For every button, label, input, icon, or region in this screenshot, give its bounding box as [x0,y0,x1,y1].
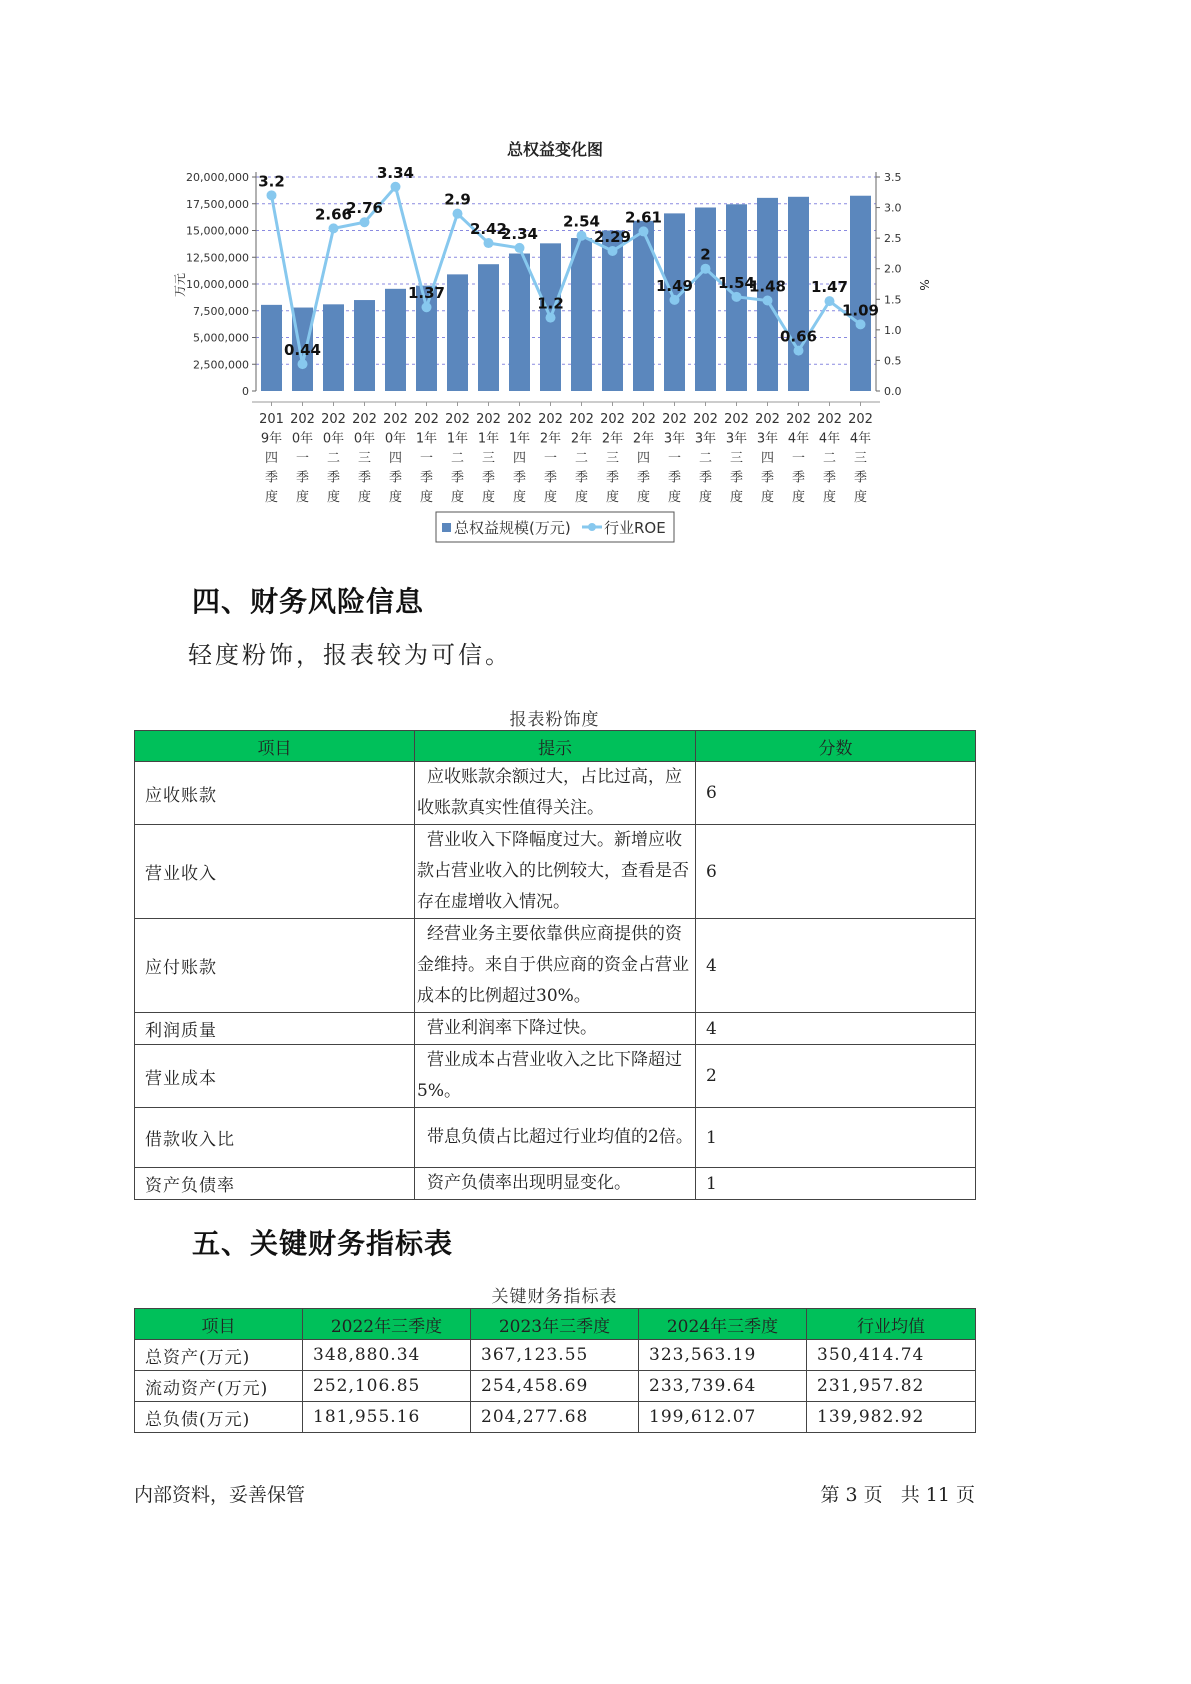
roe-data-label: 2.29 [593,227,632,246]
x-tick-label: 2年 [570,431,593,447]
x-tick-label: 季 [388,470,403,486]
x-tick-label: 1年 [446,431,469,447]
x-tick-label: 三 [729,451,744,466]
row-value: 323,563.19 [639,1340,807,1371]
x-tick-label: 202 [569,412,594,427]
roe-data-label: 1.47 [810,278,849,297]
legend-bar-label: 总权益规模(万元) [454,519,571,537]
kpi-table-header [135,1309,976,1340]
y-left-tick-label: 7,500,000 [193,304,249,318]
roe-data-label: 1.54 [717,273,756,292]
x-tick-label: 度 [264,490,279,505]
table-row [135,1168,976,1200]
y-right-tick-label: 3.0 [884,201,902,215]
x-tick-label: 度 [605,490,620,505]
equity-bar [571,238,592,391]
roe-point [422,302,432,312]
x-tick-label: 度 [636,490,651,505]
roe-data-label: 2.34 [500,224,539,243]
x-tick-label: 0年 [353,431,376,447]
row-score: 4 [696,1013,976,1045]
x-tick-label: 季 [729,470,744,486]
roe-point [329,223,339,233]
x-tick-label: 度 [791,490,806,505]
roe-point [701,264,711,274]
row-tip: 资产负债率出现明显变化。 [415,1168,696,1200]
x-tick-label: 季 [419,470,434,486]
roe-data-label: 2.54 [562,212,601,231]
table-row [135,825,976,919]
roe-point [515,243,525,253]
row-item: 流动资产(万元) [135,1371,303,1402]
roe-data-label: 2.61 [624,208,663,227]
x-tick-label: 202 [693,412,718,427]
roe-data-label: 1.48 [748,277,787,296]
row-value: 199,612.07 [639,1402,807,1433]
y-left-tick-label: 5,000,000 [193,331,249,345]
row-value: 204,277.68 [471,1402,639,1433]
x-tick-label: 度 [388,490,403,505]
roe-data-label: 2.9 [444,190,471,209]
y-left-tick-label: 15,000,000 [186,224,249,238]
x-axis-ticks [259,402,873,505]
y-right-tick-label: 0.0 [884,385,902,398]
x-tick-label: 四 [388,451,403,466]
x-tick-label: 二 [574,451,589,466]
row-value: 139,982.92 [807,1402,976,1433]
x-tick-label: 202 [724,412,749,427]
kpi-table-caption: 关键财务指标表 [491,1287,618,1307]
equity-bar [509,254,530,391]
x-tick-label: 202 [290,412,315,427]
x-tick-label: 季 [698,470,713,486]
roe-point [453,209,463,219]
y-left-tick-label: 0 [242,385,249,398]
row-item: 资产负债率 [135,1168,415,1200]
x-tick-label: 3年 [756,431,779,447]
roe-point [608,246,618,256]
x-tick-label: 四 [636,451,651,466]
roe-data-label: 0.66 [779,327,818,346]
x-tick-label: 0年 [322,431,345,447]
table-row [135,1045,976,1108]
row-score: 6 [696,762,976,825]
x-tick-label: 4年 [787,431,810,447]
x-tick-label: 3年 [663,431,686,447]
row-value: 233,739.64 [639,1371,807,1402]
row-item: 总负债(万元) [135,1402,303,1433]
x-tick-label: 202 [848,412,873,427]
header-2022q3: 2022年三季度 [303,1309,471,1340]
x-tick-label: 度 [574,490,589,505]
x-tick-label: 度 [481,490,496,505]
x-tick-label: 季 [574,470,589,486]
roe-data-label: 2.66 [314,205,353,224]
roe-data-label: 0.44 [283,341,322,360]
x-tick-label: 度 [853,490,868,505]
y-axis-right [876,171,902,398]
equity-bar [850,196,871,391]
row-score: 1 [696,1168,976,1200]
x-tick-label: 季 [512,470,527,486]
roe-data-label: 3.34 [376,163,415,182]
y-right-tick-label: 0.5 [884,354,902,368]
legend-line-label: 行业ROE [604,519,666,537]
row-item: 总资产(万元) [135,1340,303,1371]
equity-bar [695,207,716,391]
x-tick-label: 2年 [632,431,655,447]
x-tick-label: 度 [822,490,837,505]
roe-point [298,359,308,369]
x-tick-label: 三 [853,451,868,466]
x-tick-label: 4年 [818,431,841,447]
x-tick-label: 一 [791,451,806,466]
x-tick-label: 202 [817,412,842,427]
x-tick-label: 季 [605,470,620,486]
roe-point [639,226,649,236]
x-tick-label: 季 [295,470,310,486]
y-axis-right-label: % [917,279,931,291]
header-score: 分数 [696,731,976,762]
table-row [135,762,976,825]
roe-point [825,296,835,306]
x-tick-label: 季 [822,470,837,486]
y-right-tick-label: 2.5 [884,232,902,246]
x-tick-label: 三 [605,451,620,466]
row-item: 应收账款 [135,762,415,825]
y-right-tick-label: 1.5 [884,293,902,307]
y-left-tick-label: 17,500,000 [186,197,249,211]
y-right-tick-label: 2.0 [884,262,902,276]
footer-page-number: 第 3 页 共 11 页 [820,1484,975,1506]
equity-change-chart [170,140,950,560]
row-tip: 应收账款余额过大，占比过高，应收账款真实性值得关注。 [415,762,696,825]
x-tick-label: 3年 [694,431,717,447]
row-score: 6 [696,825,976,919]
table-row [135,1371,976,1402]
x-tick-label: 2年 [601,431,624,447]
risk-summary: 轻度粉饰，报表较为可信。 [188,641,512,669]
x-tick-label: 季 [853,470,868,486]
x-tick-label: 三 [481,451,496,466]
x-tick-label: 度 [357,490,372,505]
roe-data-label: 1.09 [841,301,880,320]
roe-data-label: 2.76 [345,199,384,218]
x-tick-label: 一 [667,451,682,466]
x-tick-label: 季 [357,470,372,486]
y-axis-left-label: 万元 [173,272,187,298]
x-tick-label: 202 [414,412,439,427]
x-tick-label: 四 [760,451,775,466]
risk-table-caption: 报表粉饰度 [509,710,600,730]
roe-data-label: 2.42 [469,220,508,239]
x-tick-label: 度 [698,490,713,505]
x-tick-label: 季 [667,470,682,486]
row-score: 2 [696,1045,976,1108]
y-left-tick-label: 20,000,000 [186,171,249,184]
x-tick-label: 9年 [260,431,283,447]
x-tick-label: 季 [760,470,775,486]
risk-table-header [135,731,976,762]
table-row [135,1108,976,1168]
footer-confidential: 内部资料，妥善保管 [134,1484,306,1506]
x-tick-label: 季 [481,470,496,486]
row-value: 367,123.55 [471,1340,639,1371]
x-tick-label: 202 [507,412,532,427]
x-tick-label: 一 [543,451,558,466]
y-right-tick-label: 3.5 [884,171,902,184]
kpi-table [134,1308,976,1433]
x-tick-label: 3年 [725,431,748,447]
table-row [135,919,976,1013]
x-tick-label: 202 [786,412,811,427]
table-row [135,1340,976,1371]
kpi-section-heading: 五、关键财务指标表 [192,1227,454,1260]
x-tick-label: 一 [295,451,310,466]
roe-point [856,319,866,329]
x-tick-label: 201 [259,412,284,427]
x-tick-label: 202 [445,412,470,427]
header-2023q3: 2023年三季度 [471,1309,639,1340]
x-tick-label: 1年 [415,431,438,447]
x-tick-label: 202 [631,412,656,427]
row-value: 231,957.82 [807,1371,976,1402]
row-tip: 营业成本占营业收入之比下降超过5%。 [415,1045,696,1108]
x-tick-label: 202 [755,412,780,427]
y-axis-left [186,171,256,398]
row-score: 4 [696,919,976,1013]
x-tick-label: 二 [326,451,341,466]
roe-point [763,296,773,306]
row-item: 应付账款 [135,919,415,1013]
legend-bar-swatch [442,523,451,532]
x-tick-label: 0年 [291,431,314,447]
equity-bar [447,274,468,391]
x-tick-label: 度 [450,490,465,505]
roe-point [360,217,370,227]
row-value: 181,955.16 [303,1402,471,1433]
row-item: 利润质量 [135,1013,415,1045]
row-item: 借款收入比 [135,1108,415,1168]
x-tick-label: 202 [476,412,501,427]
header-item: 项目 [135,1309,303,1340]
x-tick-label: 三 [357,451,372,466]
chart-legend [436,512,674,542]
y-right-tick-label: 1.0 [884,323,902,337]
row-value: 254,458.69 [471,1371,639,1402]
roe-data-label: 1.2 [537,294,564,313]
x-tick-label: 二 [698,451,713,466]
x-tick-label: 季 [543,470,558,486]
roe-point [794,346,804,356]
roe-point [577,231,587,241]
roe-point [267,190,277,200]
header-item: 项目 [135,731,415,762]
x-tick-label: 二 [822,451,837,466]
row-tip: 经营业务主要依靠供应商提供的资金维持。来自于供应商的资金占营业成本的比例超过30%。 [415,919,696,1013]
row-value: 252,106.85 [303,1371,471,1402]
x-tick-label: 度 [760,490,775,505]
x-tick-label: 季 [791,470,806,486]
roe-line [258,164,879,369]
x-tick-label: 度 [295,490,310,505]
x-tick-label: 度 [326,490,341,505]
chart-title: 总权益变化图 [506,140,604,159]
x-tick-label: 度 [543,490,558,505]
x-tick-label: 度 [729,490,744,505]
x-tick-label: 202 [600,412,625,427]
risk-section-heading: 四、财务风险信息 [192,585,425,618]
equity-bar [323,304,344,391]
roe-data-label: 1.37 [407,284,446,303]
roe-point [391,182,401,192]
table-row [135,1402,976,1433]
x-tick-label: 季 [636,470,651,486]
x-tick-label: 度 [512,490,527,505]
row-item: 营业成本 [135,1045,415,1108]
risk-table [134,730,976,1200]
roe-point [732,292,742,302]
x-tick-label: 季 [264,470,279,486]
x-tick-label: 0年 [384,431,407,447]
roe-data-label: 1.49 [655,276,694,295]
x-tick-label: 四 [512,451,527,466]
x-tick-label: 202 [662,412,687,427]
x-tick-label: 1年 [477,431,500,447]
row-item: 营业收入 [135,825,415,919]
header-2024q3: 2024年三季度 [639,1309,807,1340]
y-left-tick-label: 10,000,000 [186,278,249,291]
legend-line-marker [588,523,596,531]
row-tip: 营业利润率下降过快。 [415,1013,696,1045]
equity-bar [478,264,499,391]
x-tick-label: 一 [419,451,434,466]
y-left-tick-label: 12,500,000 [186,251,249,265]
x-tick-label: 四 [264,451,279,466]
x-tick-label: 202 [538,412,563,427]
table-row [135,1013,976,1045]
roe-point [670,295,680,305]
x-tick-label: 度 [667,490,682,505]
header-industry-avg: 行业均值 [807,1309,976,1340]
row-tip: 营业收入下降幅度过大。新增应收款占营业收入的比例较大，查看是否存在虚增收入情况。 [415,825,696,919]
row-value: 350,414.74 [807,1340,976,1371]
x-tick-label: 2年 [539,431,562,447]
row-score: 1 [696,1108,976,1168]
x-tick-label: 202 [383,412,408,427]
equity-bar [385,289,406,391]
roe-point [546,313,556,323]
x-tick-label: 202 [352,412,377,427]
equity-bar [788,197,809,391]
equity-bar [261,305,282,391]
x-tick-label: 1年 [508,431,531,447]
row-value: 348,880.34 [303,1340,471,1371]
y-left-tick-label: 2,500,000 [193,358,249,372]
x-tick-label: 二 [450,451,465,466]
x-tick-label: 季 [326,470,341,486]
row-tip: 带息负债占比超过行业均值的2倍。 [415,1108,696,1168]
roe-point [484,238,494,248]
x-tick-label: 202 [321,412,346,427]
equity-bar [354,300,375,391]
header-tip: 提示 [415,731,696,762]
roe-data-label: 3.2 [258,172,285,191]
x-tick-label: 季 [450,470,465,486]
x-tick-label: 4年 [849,431,872,447]
roe-data-label: 2 [700,245,711,264]
x-tick-label: 度 [419,490,434,505]
